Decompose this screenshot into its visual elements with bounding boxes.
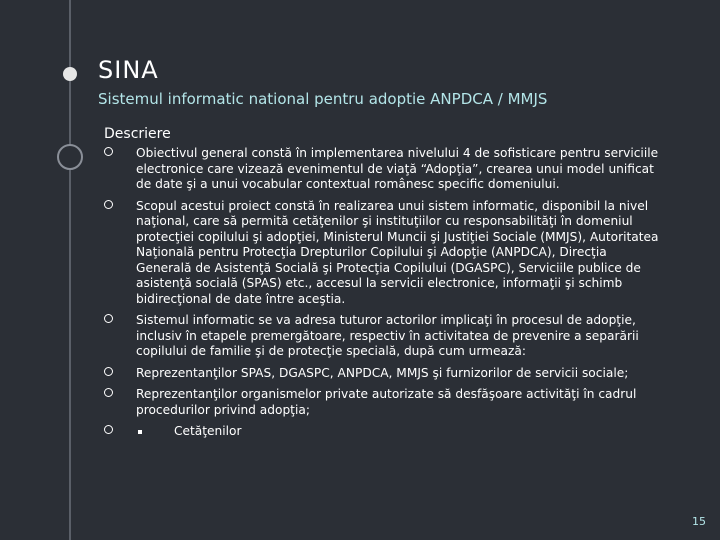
bullet-item xyxy=(104,313,664,360)
timeline-ring xyxy=(57,144,83,170)
bullet-text: Sistemul informatic se va adresa tuturor actorilor implicaţi în procesul de adopţie, inclusiv în etapele premergătoare, respectiv în activitatea de prevenire a separării copilului de familie şi de protecţie specială, după cum urmează: xyxy=(136,313,639,358)
sub-item-text: Cetăţenilor xyxy=(174,424,242,438)
bullet-text: Reprezentanţilor SPAS, DGASPC, ANPDCA, MMJS şi furnizorilor de servicii sociale; xyxy=(136,365,629,380)
sub-item xyxy=(136,424,664,440)
bullet-item xyxy=(104,387,664,418)
bullet-text: Scopul acestui proiect constă în realizarea unui sistem informatic, disponibil la nivel naţional, care să permită cetăţenilor şi instituţiilor cu responsabilităţi în domeniul protecţiei copilului şi adopţiei, Ministerul Muncii şi Justiţiei Sociale (MMJS), Autoritatea Naţională pentru Protecţia Drepturilor Copilului şi Adopţie (ANPDCA), Direcţia Generală de Asistenţă Socială şi Protecţia Copilului (DGASPC), Serviciile publice de asistenţă socială (SPAS) etc., accesul la servicii electronice, informaţii şi schimb bidirecţional de date între aceştia. xyxy=(136,198,659,306)
timeline-dot xyxy=(63,67,77,81)
bullet-list xyxy=(104,146,664,440)
bullet-text: Obiectivul general constă în implementarea nivelului 4 de sofisticare pentru serviciile electronice care vizează evenimentul de viaţă “Adopţia”, crearea unui model unificat de date şi a unui vocabular contextual românesc specific domeniului. xyxy=(136,146,659,191)
section-heading: Descriere xyxy=(104,126,171,142)
slide-title: SINA xyxy=(98,56,159,84)
bullet-item xyxy=(104,146,664,193)
timeline-line xyxy=(69,0,71,540)
bullet-item xyxy=(104,424,664,440)
bullet-ring-icon xyxy=(104,425,113,434)
slide-subtitle: Sistemul informatic national pentru adoptie ANPDCA / MMJS xyxy=(98,90,548,108)
bullet-ring-icon xyxy=(104,388,113,397)
bullet-ring-icon xyxy=(104,314,113,323)
description-section xyxy=(104,126,664,446)
bullet-ring-icon xyxy=(104,367,113,376)
bullet-item xyxy=(104,366,664,382)
bullet-item xyxy=(104,199,664,308)
bullet-ring-icon xyxy=(104,200,113,209)
square-bullet-icon xyxy=(138,430,142,434)
bullet-text: Reprezentanţilor organismelor private autorizate să desfăşoare activităţi în cadrul procedurilor privind adopţia; xyxy=(136,387,637,417)
bullet-ring-icon xyxy=(104,147,113,156)
page-number: 15 xyxy=(692,515,706,528)
